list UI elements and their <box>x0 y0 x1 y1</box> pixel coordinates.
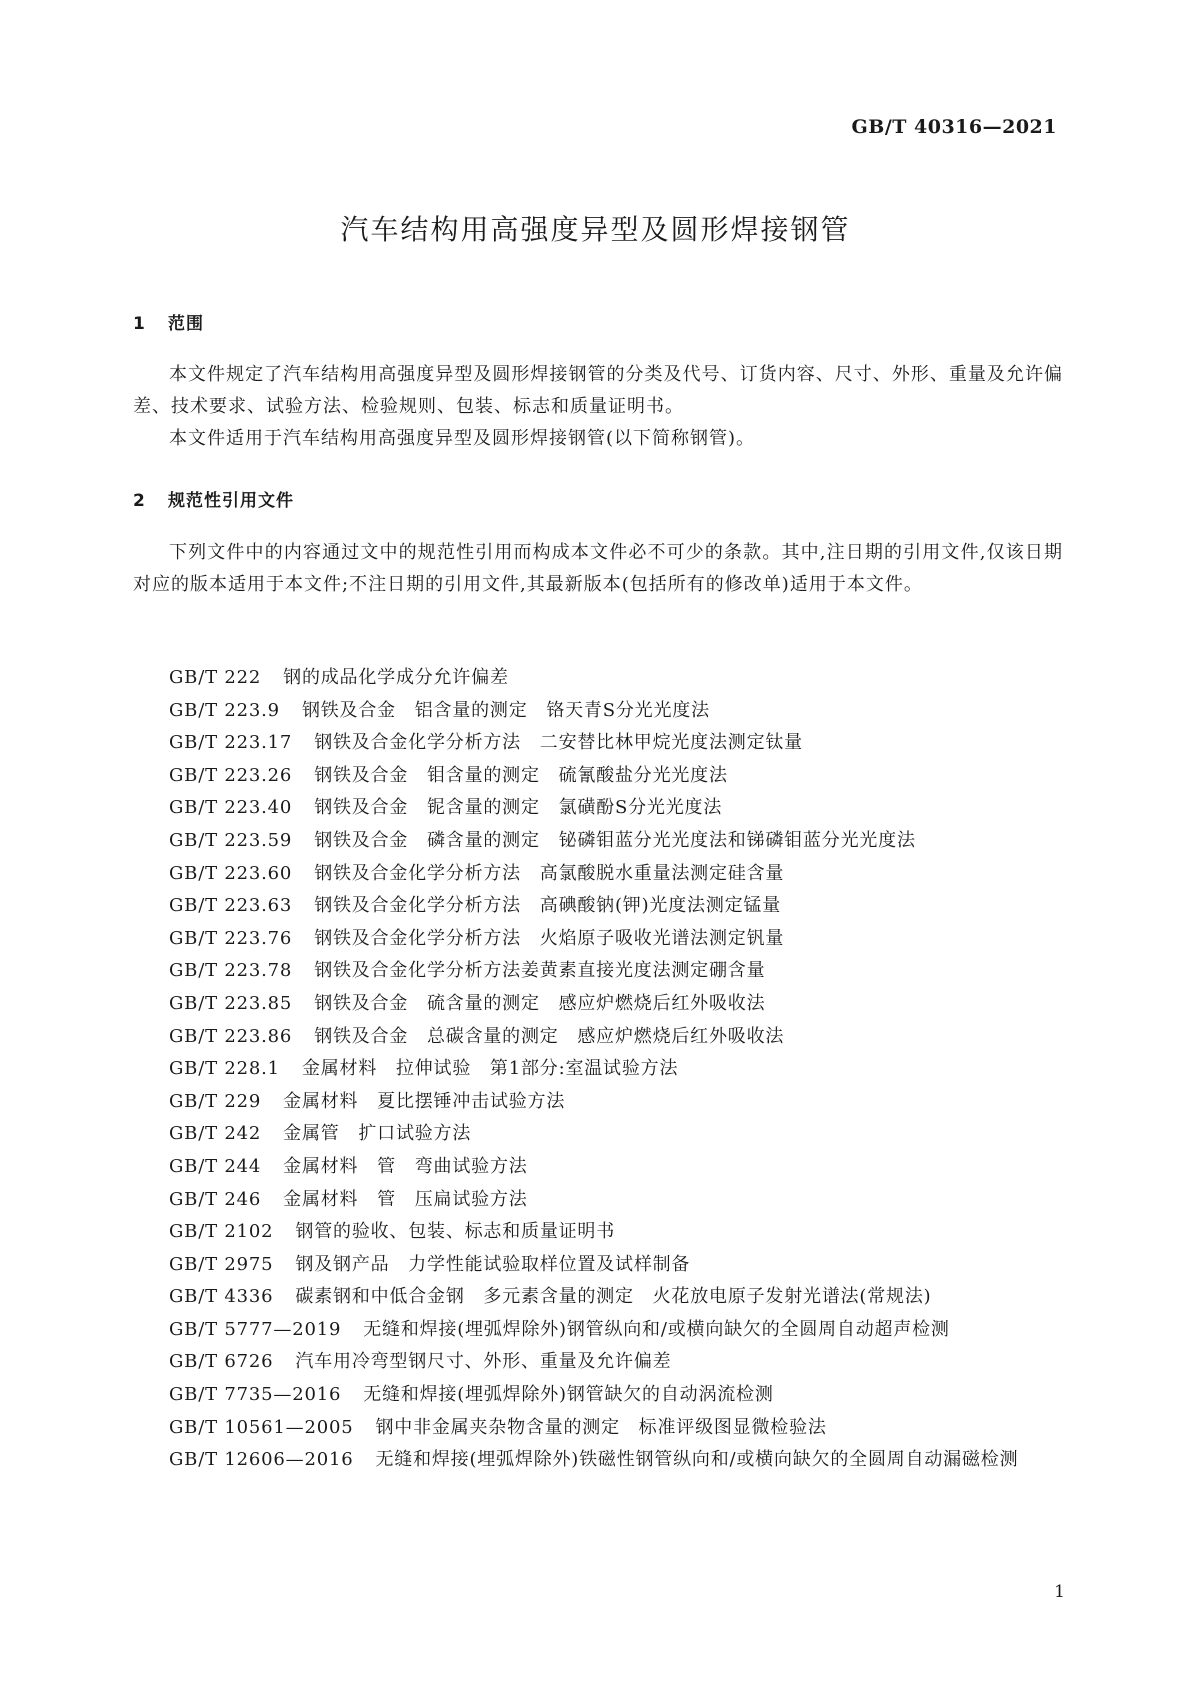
reference-item <box>133 858 1063 891</box>
reference-title: 钢铁及合金 铌含量的测定 氯磺酚S分光光度法 <box>314 797 723 819</box>
page-number: 1 <box>1054 1582 1065 1602</box>
reference-item <box>133 890 1063 923</box>
reference-item <box>133 988 1063 1021</box>
reference-code: GB/T 2975 <box>169 1253 274 1275</box>
reference-code: GB/T 223.85 <box>169 992 293 1014</box>
reference-item <box>133 1379 1063 1412</box>
reference-code: GB/T 223.86 <box>169 1025 293 1047</box>
reference-title: 金属材料 拉伸试验 第1部分:室温试验方法 <box>301 1058 679 1080</box>
reference-code: GB/T 223.40 <box>169 797 293 819</box>
reference-code: GB/T 223.9 <box>169 699 280 721</box>
standard-code: GB/T 40316—2021 <box>851 116 1057 138</box>
reference-code: GB/T 229 <box>169 1090 262 1112</box>
reference-item <box>133 1021 1063 1054</box>
section-1-title: 范围 <box>168 314 204 334</box>
reference-item <box>133 760 1063 793</box>
section-1-number: 1 <box>133 314 146 334</box>
reference-code: GB/T 7735—2016 <box>169 1384 342 1406</box>
reference-item <box>133 955 1063 988</box>
reference-title: 汽车用冷弯型钢尺寸、外形、重量及允许偏差 <box>295 1351 672 1373</box>
reference-title: 金属管 扩口试验方法 <box>283 1123 472 1145</box>
reference-title: 钢铁及合金 铝含量的测定 铬天青S分光光度法 <box>301 699 710 721</box>
reference-title: 钢管的验收、包装、标志和质量证明书 <box>295 1221 616 1243</box>
reference-title: 钢中非金属夹杂物含量的测定 标准评级图显微检验法 <box>375 1416 827 1438</box>
reference-code: GB/T 5777—2019 <box>169 1318 342 1340</box>
reference-code: GB/T 223.60 <box>169 862 293 884</box>
section-2-title: 规范性引用文件 <box>168 491 294 511</box>
reference-code: GB/T 223.17 <box>169 732 293 754</box>
normative-references-list <box>133 662 1063 1477</box>
reference-title: 钢及钢产品 力学性能试验取样位置及试样制备 <box>295 1253 691 1275</box>
reference-code: GB/T 12606—2016 <box>169 1449 354 1471</box>
reference-item <box>133 1216 1063 1249</box>
reference-item <box>133 662 1063 695</box>
reference-code: GB/T 222 <box>169 667 262 688</box>
reference-title: 钢铁及合金 磷含量的测定 铋磷钼蓝分光光度法和锑磷钼蓝分光光度法 <box>314 829 916 851</box>
document-title: 汽车结构用高强度异型及圆形焊接钢管 <box>340 213 851 246</box>
reference-title: 金属材料 夏比摆锤冲击试验方法 <box>283 1090 566 1112</box>
reference-title: 钢铁及合金 硫含量的测定 感应炉燃烧后红外吸收法 <box>314 992 766 1014</box>
reference-code: GB/T 4336 <box>169 1286 274 1308</box>
section-2-heading <box>133 486 294 511</box>
section-1-paragraph-2: 本文件适用于汽车结构用高强度异型及圆形焊接钢管(以下简称钢管)。 <box>169 428 756 449</box>
reference-title: 钢铁及合金 钼含量的测定 硫氰酸盐分光光度法 <box>314 764 728 786</box>
reference-item <box>133 1086 1063 1119</box>
reference-code: GB/T 10561—2005 <box>169 1416 354 1438</box>
reference-item <box>133 792 1063 825</box>
reference-title: 钢的成品化学成分允许偏差 <box>283 667 509 688</box>
reference-item <box>133 825 1063 858</box>
reference-code: GB/T 223.78 <box>169 960 293 982</box>
section-2-number: 2 <box>133 491 146 511</box>
reference-title: 碳素钢和中低合金钢 多元素含量的测定 火花放电原子发射光谱法(常规法) <box>295 1286 932 1308</box>
reference-title: 金属材料 管 压扁试验方法 <box>283 1188 528 1210</box>
reference-title: 钢铁及合金化学分析方法 高氯酸脱水重量法测定硅含量 <box>314 862 785 884</box>
reference-item <box>133 1444 1063 1477</box>
section-1-paragraph-1: 本文件规定了汽车结构用高强度异型及圆形焊接钢管的分类及代号、订货内容、尺寸、外形、重量及允许偏差、技术要求、试验方法、检验规则、包装、标志和质量证明书。 <box>133 364 1063 417</box>
reference-item <box>133 1184 1063 1217</box>
reference-item <box>133 1412 1063 1445</box>
reference-item <box>133 1249 1063 1282</box>
section-2-intro: 下列文件中的内容通过文中的规范性引用而构成本文件必不可少的条款。其中,注日期的引用文件,仅该日期对应的版本适用于本文件;不注日期的引用文件,其最新版本(包括所有的修改单)适用于本文件。 <box>133 542 1063 595</box>
reference-title: 无缝和焊接(埋弧焊除外)铁磁性钢管纵向和/或横向缺欠的全圆周自动漏磁检测 <box>375 1449 1019 1471</box>
reference-item <box>133 727 1063 760</box>
reference-title: 钢铁及合金化学分析方法 火焰原子吸收光谱法测定钒量 <box>314 927 785 949</box>
reference-item <box>133 695 1063 728</box>
reference-title: 钢铁及合金化学分析方法姜黄素直接光度法测定硼含量 <box>314 960 766 982</box>
reference-code: GB/T 223.59 <box>169 829 293 851</box>
reference-item <box>133 1314 1063 1347</box>
reference-code: GB/T 6726 <box>169 1351 274 1373</box>
reference-code: GB/T 244 <box>169 1155 262 1177</box>
reference-code: GB/T 223.76 <box>169 927 293 949</box>
reference-item <box>133 1053 1063 1086</box>
reference-item <box>133 923 1063 956</box>
reference-code: GB/T 228.1 <box>169 1058 280 1080</box>
reference-title: 钢铁及合金化学分析方法 高碘酸钠(钾)光度法测定锰量 <box>314 895 782 917</box>
reference-title: 钢铁及合金 总碳含量的测定 感应炉燃烧后红外吸收法 <box>314 1025 785 1047</box>
reference-title: 无缝和焊接(埋弧焊除外)钢管缺欠的自动涡流检测 <box>363 1384 774 1406</box>
reference-title: 金属材料 管 弯曲试验方法 <box>283 1155 528 1177</box>
reference-item <box>133 1118 1063 1151</box>
section-1-heading <box>133 309 204 334</box>
reference-code: GB/T 246 <box>169 1188 262 1210</box>
reference-title: 无缝和焊接(埋弧焊除外)钢管纵向和/或横向缺欠的全圆周自动超声检测 <box>363 1318 950 1340</box>
reference-code: GB/T 2102 <box>169 1221 274 1243</box>
reference-code: GB/T 223.26 <box>169 764 293 786</box>
reference-title: 钢铁及合金化学分析方法 二安替比林甲烷光度法测定钛量 <box>314 732 803 754</box>
reference-item <box>133 1346 1063 1379</box>
reference-code: GB/T 242 <box>169 1123 262 1145</box>
reference-item <box>133 1151 1063 1184</box>
reference-item <box>133 1281 1063 1314</box>
reference-code: GB/T 223.63 <box>169 895 293 917</box>
